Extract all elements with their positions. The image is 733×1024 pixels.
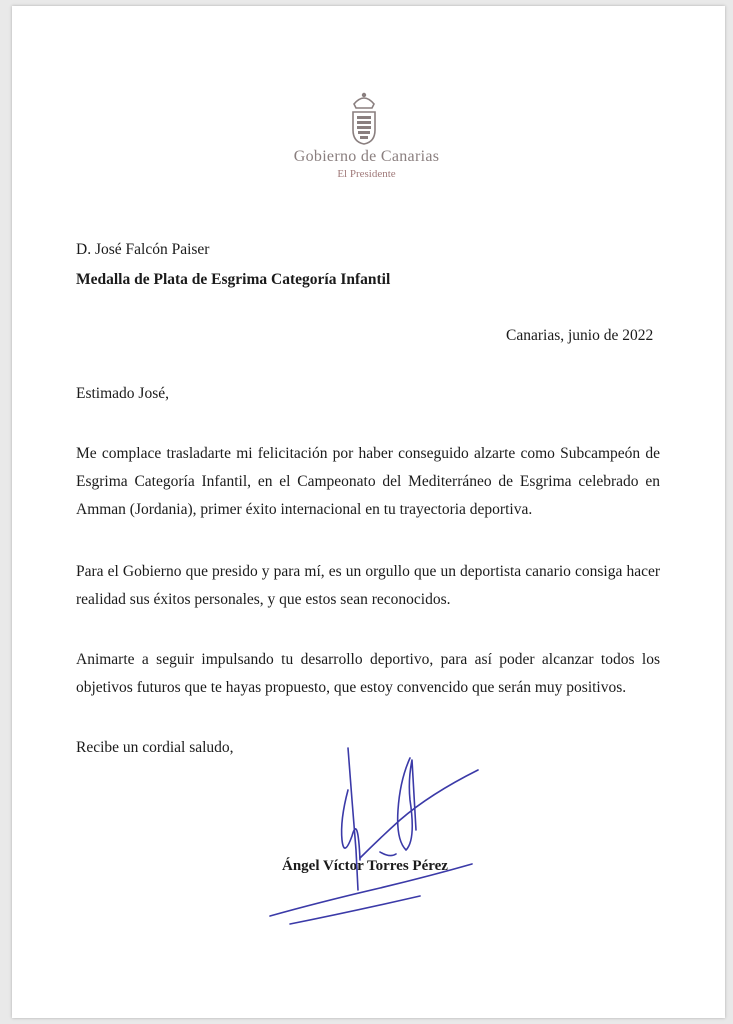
organization-name: Gobierno de Canarias [293, 148, 440, 165]
salutation: Estimado José, [76, 385, 169, 402]
body-paragraph: Me complace trasladarte mi felicitación por haber conseguido alzarte como Subcampeón de Esgrima Categoría Infantil, en el Campeonato del Mediterráneo de Esgrima celebrado en Amman (Jordania), primer éxito internacional en tu trayectoria deportiva. [76, 445, 660, 518]
body-paragraph: Para el Gobierno que presido y para mí, es un orgullo que un deportista canario consiga hacer realidad sus éxitos personales, y que estos sean reconocidos. [76, 563, 660, 608]
coat-of-arms-icon [346, 90, 382, 146]
place-date: Canarias, junio de 2022 [506, 327, 654, 344]
office-title: El Presidente [337, 168, 396, 180]
closing: Recibe un cordial saludo, [76, 739, 234, 756]
signature-icon [260, 740, 490, 930]
letter-subject: Medalla de Plata de Esgrima Categoría Infantil [76, 271, 391, 288]
body-paragraph: Animarte a seguir impulsando tu desarrollo deportivo, para así poder alcanzar todos los objetivos futuros que te hayas propuesto, que estoy convencido que serán muy positivos. [76, 651, 660, 696]
recipient-name: D. José Falcón Paiser [76, 241, 210, 258]
signer-name: Ángel Víctor Torres Pérez [282, 858, 448, 874]
